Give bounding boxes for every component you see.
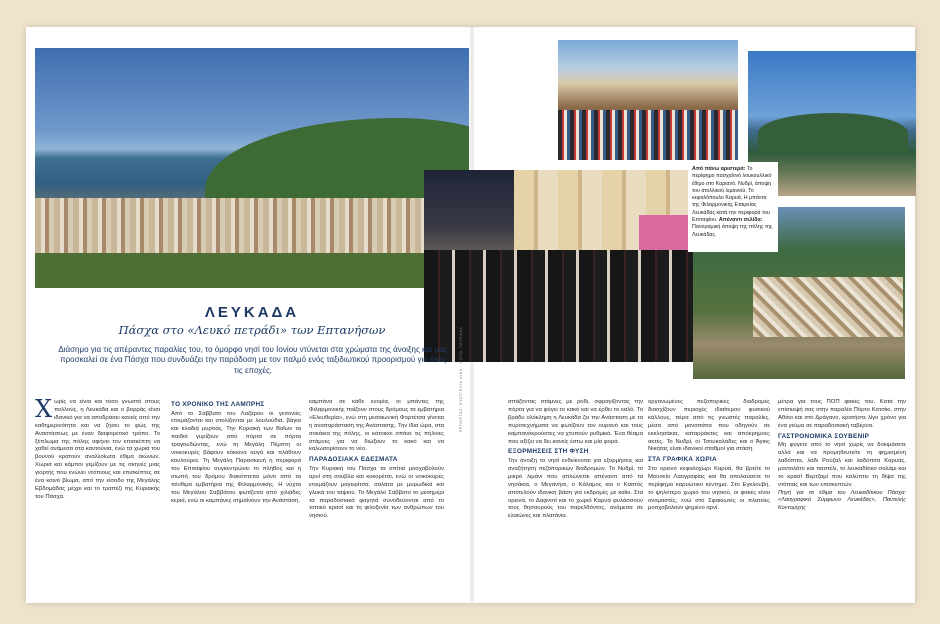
column-4-text: σπάζοντας στάμνες με ρόδι, σφραγίζοντας την πόρτα για να φύγει το κακό και να έρθει το καλό. Το βράδυ ολόκληρη η Λευκάδα ζει την Ανάσταση με τα πυροτεχνήματα να φωτίζουν τον ουρανό και τους καμπανοκρούστες να χτυπούν ρυθμικά. Ένα θέαμα που αξίζει να δει κανείς έστω και μία φορά. (508, 399, 643, 445)
bay-hill-shape (758, 113, 908, 153)
column-6-text-2: Μη φύγετε από το νησί χωρίς να δοκιμάσετε αλλά και να προμηθευτείτε τη φημισμένη λαδόπιτα, λάδι Ρούζαλ και λαδόπιτα Καρυάς, μαντολάτο και παστέλι, το λευκαδίτικο σαλάμι και το κρασί Βερτζαμί που καλύπτει τη δίψα της ντόπιας και των επισκεπτών. (778, 442, 906, 488)
photo-credit: ΡΕΠΟΡΤΑΖ: ΕΥΑΓΓΕΛΙΑ ΝΙΚΑ · ΦΩΤΟ: ΛΕΥΚΑΔΑ (459, 326, 463, 432)
article-intro: Διάσημο για τις απέραντες παραλίες του, το όμορφο νησί του Ιονίου ντύνεται στα χρώματα της άνοιξης και μας προσκαλεί σε ένα Πάσχα που συνδυάζει την παράδοση με τον παλμό ενός ταξιδιωτικού προορισμού για όλες τις εποχές. (58, 345, 448, 375)
section-heading-fysi: ΕΞΟΡΜΗΣΕΙΣ ΣΤΗ ΦΥΣΗ (508, 448, 589, 456)
column-4-text-2: Την άνοιξη το νησί ενδείκνυται για εξορμήσεις και αναζήτηση πεζοπορικών διαδρομών. Το Νυδρί, το μικρό λιμάνι που απλώνεται απέναντι από τα νησάκια, ο Μεγανήσι, ο Κάλαμος και ο Καστός αποτελούν ιδανική βάση για εκδρομές με καΐκι. Στα ορεινά, το Δαφνοτί και το χωριό Καρυά φυλάσσουν τους θησαυρούς του παρελθόντος, ανάμεσα σε ελαιώνες και πλατάνια. (508, 458, 643, 520)
section-heading-xoria: ΣΤΑ ΓΡΑΦΙΚΑ ΧΩΡΙΑ (648, 456, 717, 464)
column-3-text-2: Την Κυριακή του Πάσχα τα σπίτια μοσχοβολούν αρνί στη σούβλα και κοκορέτσι, ενώ οι νοικοκυρές ετοιμάζουν μαγειρίτσα, σαλάτα με μυρωδικά και γλυκά του ταψιού. Το Μεγάλο Σάββατο το μεσημέρι τα παραδοσιακά φαγητά συνοδεύονται από το τοπικό κρασί και τη φιλοξενία των ανθρώπων του νησιού. (309, 465, 444, 520)
crowd-photo (558, 40, 738, 160)
column-1 (35, 399, 160, 591)
source-note: Πηγή για τα έθιμα του Λευκαδίτικου Πάσχα: «Λαογραφικό Σύμφωνο Λευκάδας», Παντελής Κοντομίχης (778, 489, 906, 511)
column-3 (309, 399, 444, 591)
magazine-spread (26, 27, 915, 603)
section-heading-edesmata: ΠΑΡΑΔΟΣΙΑΚΑ ΕΔΕΣΜΑΤΑ (309, 456, 398, 464)
section-heading-souvenir: ΓΑΣΤΡΟΝΟΜΙΚΑ ΣΟΥΒΕΝΙΡ (778, 432, 870, 440)
drop-cap: Χ (35, 399, 53, 423)
column-5 (648, 399, 770, 591)
column-5-text-2: Στο ορεινό κεφαλοχώρι Καρυά, θα βρείτε το Μουσείο Λαογραφίας και θα απολαύσετε το περίφημο καρυώτικο κέντημα. Στο Εγκλουβή, το ψηλότερο χωριό του νησιού, οι φακές είναι ονομαστές, ενώ στο Σφακιωτές οι πλατείες μοσχοβολούν ψημένο αρνί. (648, 465, 770, 512)
village-houses-shape (753, 277, 903, 337)
column-4 (508, 399, 643, 591)
caption-lead: Από πάνω αριστερά: (692, 166, 746, 172)
article-title: ΛΕΥΚΑΔΑ (204, 304, 300, 321)
caption-text-2: Πανοραμική άποψη της πόλης της Λευκάδας. (692, 224, 773, 238)
foreground-shape (35, 253, 469, 288)
column-2-text: Από το Σάββατο του Λαζάρου οι γειτονιές ετοιμάζονται και στολίζονται με λουλούδια, βάγια και κλαδιά μυρτιάς. Την Κυριακή των Βαΐων τα παιδιά γυρίζουν από πόρτα σε πόρτα τραγουδώντας, ενώ τη Μεγάλη Πέμπτη οι νοικοκυρές βάφουν κόκκινα αυγά και πλάθουν κουλούρια. Τη Μεγάλη Παρασκευή η περιφορά του Επιταφίου συγκεντρώνει το πλήθος και η σιωπή του δρόμου διακόπτεται μόνο από τα πένθιμα εμβατήρια της Φιλαρμονικής. Η νύχτα του Μεγάλου Σαββάτου φωτίζεται από χιλιάδες κεριά, ενώ οι καμπάνες σημαίνουν την Ανάσταση. (171, 410, 301, 504)
article-subtitle: Πάσχα στο «Λευκό πετράδι» των Επτανήσων (118, 323, 386, 337)
column-5-text: οργανωμένες πεζοπορικές διαδρομές διασχίζουν περιοχές ιδιαίτερου φυσικού κάλλους, πέρα από τις γνωστές παραλίες, μέσα από μονοπάτια που οδηγούν σε εκκλησάκια, καταρράκτες και απόκρημνες ακτές. Το Νυδρί, οι Τσουκαλάδες και ο Άγιος Νικήτας είναι ιδανικοί σταθμοί για στάση. (648, 399, 770, 453)
column-6 (778, 399, 906, 591)
column-6-text: μέτρα για τους ΠΟΠ φακές του. Κατά την επίσκεψή σας στην παραλία Πόρτο Κατσίκι, στην Αθάνι και στο Δράγανο, κρατήστε λίγο χρόνο για ένα γεύμα σε παραδοσιακή ταβέρνα. (778, 399, 906, 429)
photo-caption (688, 162, 778, 252)
caption-text: Το περίφημο πασχαλινό λουκουλλικό έθιμο στο Καριανό. Νυδρί, άποψη του ατολλικού λιμανιού. Το κεφαλόπουλο Καρυά, Η μπάντα της Φιλαρμονικής Εταιρείας Λευκάδας κατά την περιφορά του Επιταφίου. (692, 166, 772, 224)
column-1-text: ωρίς να είναι και τόσο γνωστό στους πολλούς, η Λευκάδα και ο βορράς είναι ιδανικό για να αποδράσει κανείς από την καθημερινότητα και να ζήσει το φως της Αναστάσεως με έναν διαφορετικό τρόπο. Το ξέπλωμα της πόλης αφήνει τον επισκέπτη να χαθεί ανάμεσα στα καντούνια, ενώ τα χωριά του βουνού κρατούν αναλλοίωτα έθιμα αιώνων. Χωριά και κάμποι γεμίζουν με τις σκηνές μιας γιορτής που ενώνει ντόπιους και επισκέπτες σε ένα κοινό βίωμα, από την είσοδο της Μεγάλης Εβδομάδας μέχρι και το τραπέζι της Κυριακής του Πάσχα. (35, 399, 160, 500)
hero-panorama-photo (35, 48, 469, 288)
column-3-text: καμπάνα σε κάθε ενορία, οι μπάντες της Φιλαρμονικής παίζουν στους δρόμους τα εμβατήρια «Ελευθερία», ενώ στη μεσαιωνική Φορτέτσα γίνεται η αναπαράσταση της Ανάστασης. Την ίδια ώρα, στα σοκάκια της πόλης, οι κάτοικοι σπάνε τις πήλινες στάμνες για να διώξουν το κακό και να καλωσορίσουν το νέο. (309, 399, 444, 453)
section-heading-lampri: ΤΟ ΧΡΟΝΙΚΟ ΤΗΣ ΛΑΜΠΡΗΣ (171, 401, 265, 408)
crowd-shape (558, 110, 738, 160)
column-2 (171, 399, 301, 591)
caption-lead-2: Απέναντι σελίδα: (718, 217, 763, 224)
